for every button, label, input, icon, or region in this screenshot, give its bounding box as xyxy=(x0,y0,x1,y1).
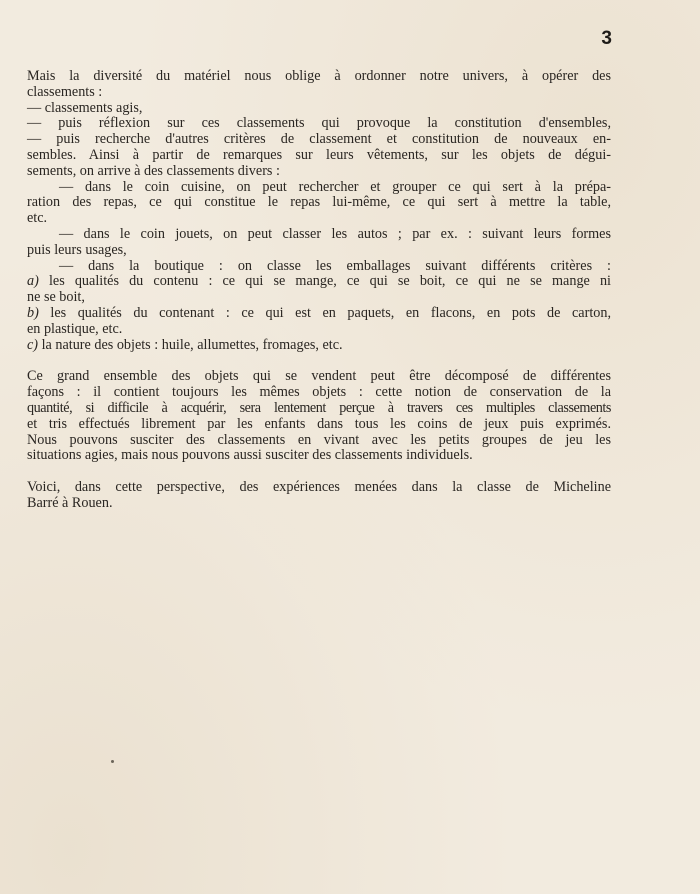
text-line: ne se boit, xyxy=(27,289,85,306)
text-line: Nous pouvons susciter des classements en vivant avec les petits groupes de jeu les xyxy=(27,431,611,448)
text-line: b) les qualités du contenant : ce qui est en paquets, en flacons, en pots de carton, xyxy=(27,304,611,321)
text-line: Ce grand ensemble des objets qui se vendent peut être décomposé de différentes xyxy=(27,368,611,385)
text-line: classements : xyxy=(27,83,103,100)
text-line: — classements agis, xyxy=(27,99,143,116)
text-line: Mais la diversité du matériel nous oblige à ordonner notre univers, à opérer des xyxy=(27,68,611,84)
ink-speck xyxy=(111,760,114,763)
text-line: — dans le coin cuisine, on peut rechercher et grouper ce qui sert à la prépa- xyxy=(59,178,611,195)
text-line: sements, on arrive à des classements divers : xyxy=(27,162,280,179)
text-line: façons : il contient toujours les mêmes objets : cette notion de conservation de la xyxy=(27,384,611,401)
text-line: etc. xyxy=(27,210,48,227)
text-line: quantité, si difficile à acquérir, sera lentement perçue à travers ces multiples classements xyxy=(27,399,611,416)
text-line: en plastique, etc. xyxy=(27,320,123,337)
text-line: puis leurs usages, xyxy=(27,241,127,258)
text-line: c) la nature des objets : huile, allumettes, fromages, etc. xyxy=(27,336,343,353)
text-line: — puis réflexion sur ces classements qui provoque la constitution d'ensembles, xyxy=(27,115,611,132)
text-line: Barré à Rouen. xyxy=(27,494,113,511)
page-number: 3 xyxy=(601,28,612,49)
paragraph-gap xyxy=(27,353,611,369)
text-line: a) les qualités du contenu : ce qui se mange, ce qui se boit, ce qui ne se mange ni xyxy=(27,273,611,290)
text-line: situations agies, mais nous pouvons aussi susciter des classements individuels. xyxy=(27,447,473,464)
text-line: — dans le coin jouets, on peut classer les autos ; par ex. : suivant leurs formes xyxy=(59,225,611,242)
body-text xyxy=(27,69,611,512)
text-line: sembles. Ainsi à partir de remarques sur leurs vêtements, sur les objets de dégui- xyxy=(27,146,611,163)
text-line: ration des repas, ce qui constitue le repas lui-même, ce qui sert à mettre la table, xyxy=(27,194,611,211)
text-line: et tris effectués librement par les enfants dans tous les coins de jeux puis exprimés. xyxy=(27,415,611,432)
text-line: — dans la boutique : on classe les emballages suivant différents critères : xyxy=(59,257,611,274)
paragraph-gap xyxy=(27,464,611,480)
text-line: — puis recherche d'autres critères de classement et constitution de nouveaux en- xyxy=(27,131,611,148)
text-line: Voici, dans cette perspective, des expériences menées dans la classe de Micheline xyxy=(27,479,611,496)
